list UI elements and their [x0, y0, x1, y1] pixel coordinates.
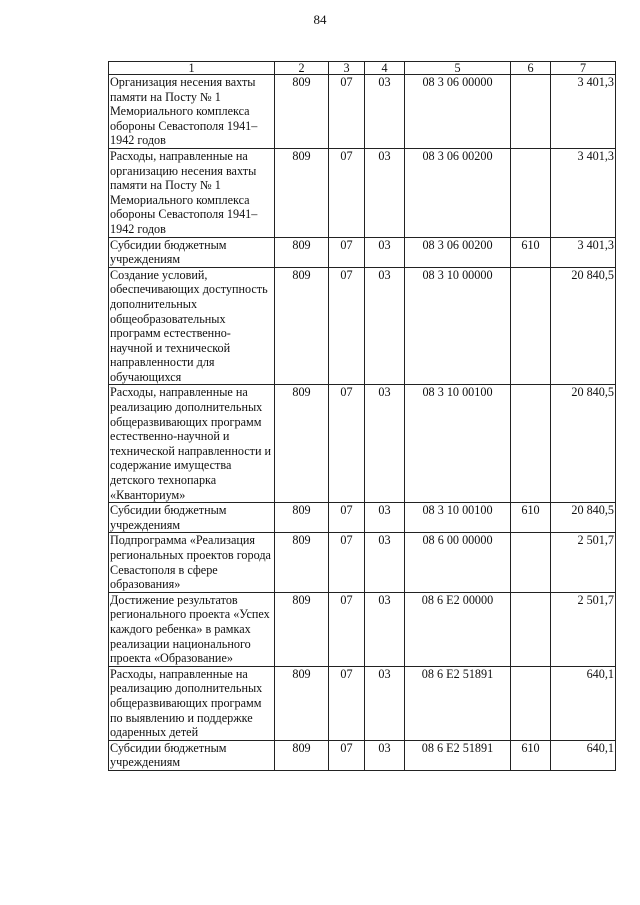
column-header: 2 — [275, 62, 329, 75]
table-row — [109, 740, 616, 770]
table-row — [109, 148, 616, 237]
column-header: 4 — [365, 62, 405, 75]
cell-name: Подпрограмма «Реализация региональных проектов города Севастополя в сфере образования» — [109, 533, 275, 592]
cell-name: Создание условий, обеспечивающих доступность дополнительных общеобразовательных программ естественно-научной и технической направленности для обучающихся — [109, 267, 275, 385]
cell-section: 07 — [329, 237, 365, 267]
cell-amount: 3 401,3 — [551, 148, 616, 237]
cell-section: 07 — [329, 148, 365, 237]
cell-ministry-code: 809 — [275, 267, 329, 385]
cell-ministry-code: 809 — [275, 75, 329, 149]
cell-amount: 2 501,7 — [551, 592, 616, 666]
cell-expense-type: 610 — [511, 237, 551, 267]
cell-amount: 3 401,3 — [551, 75, 616, 149]
cell-name: Расходы, направленные на организацию несения вахты памяти на Посту № 1 Мемориального комплекса обороны Севастополя 1941–1942 годов — [109, 148, 275, 237]
cell-subsection: 03 — [365, 666, 405, 740]
cell-amount: 20 840,5 — [551, 503, 616, 533]
cell-subsection: 03 — [365, 740, 405, 770]
cell-target-article: 08 3 10 00100 — [405, 385, 511, 503]
cell-expense-type — [511, 267, 551, 385]
cell-target-article: 08 3 10 00100 — [405, 503, 511, 533]
cell-subsection: 03 — [365, 503, 405, 533]
table-row — [109, 592, 616, 666]
cell-subsection: 03 — [365, 267, 405, 385]
cell-target-article: 08 3 10 00000 — [405, 267, 511, 385]
cell-section: 07 — [329, 592, 365, 666]
cell-subsection: 03 — [365, 533, 405, 592]
cell-section: 07 — [329, 75, 365, 149]
cell-name: Субсидии бюджетным учреждениям — [109, 740, 275, 770]
cell-ministry-code: 809 — [275, 740, 329, 770]
column-header: 7 — [551, 62, 616, 75]
cell-section: 07 — [329, 503, 365, 533]
cell-ministry-code: 809 — [275, 666, 329, 740]
cell-expense-type — [511, 385, 551, 503]
cell-amount: 20 840,5 — [551, 385, 616, 503]
cell-amount: 640,1 — [551, 740, 616, 770]
cell-amount: 20 840,5 — [551, 267, 616, 385]
cell-section: 07 — [329, 385, 365, 503]
cell-target-article: 08 6 00 00000 — [405, 533, 511, 592]
table-row — [109, 533, 616, 592]
cell-subsection: 03 — [365, 385, 405, 503]
cell-ministry-code: 809 — [275, 385, 329, 503]
table-header-row — [109, 62, 616, 75]
cell-subsection: 03 — [365, 148, 405, 237]
cell-amount: 3 401,3 — [551, 237, 616, 267]
cell-amount: 2 501,7 — [551, 533, 616, 592]
table-row — [109, 237, 616, 267]
cell-name: Достижение результатов регионального проекта «Успех каждого ребенка» в рамках реализации национального проекта «Образование» — [109, 592, 275, 666]
column-header: 3 — [329, 62, 365, 75]
table-row — [109, 503, 616, 533]
cell-target-article: 08 3 06 00200 — [405, 148, 511, 237]
cell-name: Субсидии бюджетным учреждениям — [109, 237, 275, 267]
cell-ministry-code: 809 — [275, 533, 329, 592]
cell-section: 07 — [329, 666, 365, 740]
cell-name: Организация несения вахты памяти на Посту № 1 Мемориального комплекса обороны Севастополя 1941–1942 годов — [109, 75, 275, 149]
table-row — [109, 267, 616, 385]
cell-ministry-code: 809 — [275, 503, 329, 533]
cell-target-article: 08 3 06 00200 — [405, 237, 511, 267]
budget-table — [108, 61, 616, 771]
column-header: 1 — [109, 62, 275, 75]
cell-ministry-code: 809 — [275, 237, 329, 267]
cell-target-article: 08 3 06 00000 — [405, 75, 511, 149]
cell-section: 07 — [329, 740, 365, 770]
cell-expense-type: 610 — [511, 740, 551, 770]
cell-name: Расходы, направленные на реализацию дополнительных общеразвивающих программ естественно-научной и технической направленности и содержание имущества детского технопарка «Кванториум» — [109, 385, 275, 503]
cell-target-article: 08 6 E2 51891 — [405, 740, 511, 770]
cell-ministry-code: 809 — [275, 148, 329, 237]
cell-expense-type — [511, 666, 551, 740]
cell-target-article: 08 6 E2 51891 — [405, 666, 511, 740]
cell-expense-type: 610 — [511, 503, 551, 533]
cell-section: 07 — [329, 533, 365, 592]
cell-expense-type — [511, 533, 551, 592]
cell-subsection: 03 — [365, 592, 405, 666]
column-header: 6 — [511, 62, 551, 75]
cell-subsection: 03 — [365, 75, 405, 149]
cell-expense-type — [511, 75, 551, 149]
cell-section: 07 — [329, 267, 365, 385]
cell-ministry-code: 809 — [275, 592, 329, 666]
cell-expense-type — [511, 592, 551, 666]
table-row — [109, 75, 616, 149]
column-header: 5 — [405, 62, 511, 75]
cell-target-article: 08 6 E2 00000 — [405, 592, 511, 666]
cell-name: Расходы, направленные на реализацию дополнительных общеразвивающих программ по выявлению и поддержке одаренных детей — [109, 666, 275, 740]
table-row — [109, 666, 616, 740]
table-row — [109, 385, 616, 503]
cell-subsection: 03 — [365, 237, 405, 267]
cell-expense-type — [511, 148, 551, 237]
cell-amount: 640,1 — [551, 666, 616, 740]
page-number: 84 — [313, 12, 327, 27]
cell-name: Субсидии бюджетным учреждениям — [109, 503, 275, 533]
